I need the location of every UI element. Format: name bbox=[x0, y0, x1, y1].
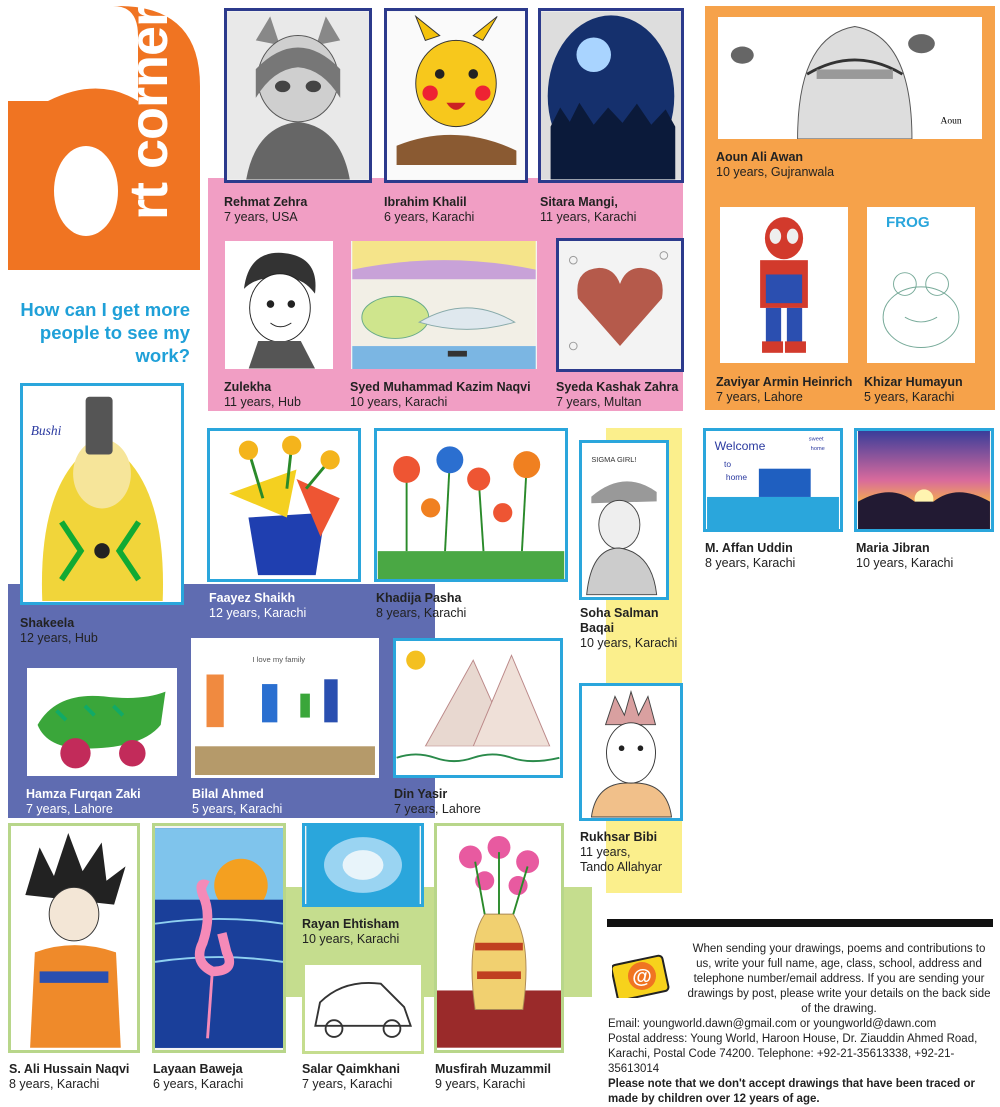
info-paragraph: When sending your drawings, poems and contributions to us, write your full name, age, class, school, address and telephone number/email address. If you are sending your drawings by post, please write your details on the back side of the drawing. bbox=[687, 943, 991, 1015]
caption-shakeela: Shakeela 12 years, Hub bbox=[20, 616, 98, 645]
affan-home: home bbox=[725, 472, 748, 482]
caption-affan-uddin: M. Affan Uddin 8 years, Karachi bbox=[705, 541, 796, 570]
artwork-kazim-naqvi bbox=[348, 238, 540, 372]
caption-salar-qaimkhani: Salar Qaimkhani 7 years, Karachi bbox=[302, 1062, 400, 1091]
caption-khizar-humayun: Khizar Humayun 5 years, Karachi bbox=[864, 375, 963, 404]
caption-sitara-mangi: Sitara Mangi, 11 years, Karachi bbox=[540, 195, 637, 224]
artwork-faayez-shaikh bbox=[207, 428, 361, 582]
caption-faayez-shaikh: Faayez Shaikh 12 years, Karachi bbox=[209, 591, 307, 620]
affan-home2: home bbox=[810, 445, 825, 452]
question-heading: How can I get more people to see my work? bbox=[20, 299, 190, 366]
affan-sweet: sweet bbox=[808, 436, 824, 443]
caption-musfirah-muzammil: Musfirah Muzammil 9 years, Karachi bbox=[435, 1062, 551, 1091]
aoun-signature: Aoun bbox=[940, 116, 962, 127]
info-notice: Please note that we don't accept drawings that have been traced or made by children over 12 years of age. bbox=[608, 1078, 975, 1105]
caption-din-yasir: Din Yasir 7 years, Lahore bbox=[394, 787, 481, 816]
caption-soha-baqai: Soha Salman Baqai 10 years, Karachi bbox=[580, 606, 678, 650]
artwork-layaan-baweja bbox=[152, 823, 286, 1053]
info-postal: Postal address: Young World, Haroon House, Dr. Ziauddin Ahmed Road, Karachi, Postal Code 74200. Telephone: +92-21-35613338, +92-21-35613014 bbox=[608, 1033, 978, 1075]
artwork-ibrahim-khalil bbox=[384, 8, 528, 183]
caption-rukhsar-bibi: Rukhsar Bibi 11 years, Tando Allahyar bbox=[580, 830, 663, 874]
artwork-sitara-mangi bbox=[538, 8, 684, 183]
artwork-din-yasir bbox=[393, 638, 563, 778]
shakeela-signature: Bushi bbox=[30, 423, 62, 439]
artwork-kashak-zahra bbox=[556, 238, 684, 372]
caption-khadija-pasha: Khadija Pasha 8 years, Karachi bbox=[376, 591, 467, 620]
caption-maria-jibran: Maria Jibran 10 years, Karachi bbox=[856, 541, 954, 570]
caption-ibrahim-khalil: Ibrahim Khalil 6 years, Karachi bbox=[384, 195, 475, 224]
artwork-affan-uddin bbox=[703, 428, 843, 532]
submission-info bbox=[608, 942, 992, 1107]
caption-zaviyar-heinrich: Zaviyar Armin Heinrich 7 years, Lahore bbox=[716, 375, 853, 404]
at-symbol: @ bbox=[632, 966, 652, 988]
artwork-salar-qaimkhani bbox=[302, 962, 424, 1054]
bilal-text: I love my family bbox=[252, 655, 306, 665]
artwork-ali-hussain-naqvi bbox=[8, 823, 140, 1053]
khizar-word: FROG bbox=[885, 214, 930, 232]
artwork-aoun-ali-awan bbox=[715, 14, 985, 142]
caption-kazim-naqvi: Syed Muhammad Kazim Naqvi 10 years, Karachi bbox=[350, 380, 531, 409]
artwork-shakeela bbox=[20, 383, 184, 605]
caption-layaan-baweja: Layaan Baweja 6 years, Karachi bbox=[153, 1062, 244, 1091]
artwork-zaviyar-heinrich bbox=[717, 204, 851, 366]
affan-to: to bbox=[724, 458, 732, 469]
artwork-bilal-ahmed bbox=[191, 638, 379, 778]
artwork-rukhsar-bibi bbox=[579, 683, 683, 821]
artwork-soha-baqai bbox=[579, 440, 669, 600]
caption-ali-hussain-naqvi: S. Ali Hussain Naqvi 8 years, Karachi bbox=[9, 1062, 130, 1091]
caption-zulekha: Zulekha 11 years, Hub bbox=[224, 380, 301, 409]
caption-kashak-zahra: Syeda Kashak Zahra 7 years, Multan bbox=[556, 380, 679, 409]
caption-hamza-zaki: Hamza Furqan Zaki 7 years, Lahore bbox=[26, 787, 141, 816]
artwork-musfirah-muzammil bbox=[434, 823, 564, 1053]
artwork-hamza-zaki bbox=[24, 665, 180, 779]
info-email: Email: youngworld.dawn@gmail.com or youngworld@dawn.com bbox=[608, 1018, 937, 1030]
caption-rayan-ehtisham: Rayan Ehtisham 10 years, Karachi bbox=[302, 917, 400, 946]
caption-rehmat-zehra: Rehmat Zehra 7 years, USA bbox=[224, 195, 308, 224]
caption-aoun-ali-awan: Aoun Ali Awan 10 years, Gujranwala bbox=[716, 150, 835, 179]
artwork-rehmat-zehra bbox=[224, 8, 372, 183]
caption-bilal-ahmed: Bilal Ahmed 5 years, Karachi bbox=[192, 787, 283, 816]
info-divider bbox=[607, 919, 993, 927]
artwork-maria-jibran bbox=[854, 428, 994, 532]
affan-welcome: Welcome bbox=[714, 438, 766, 453]
artwork-zulekha bbox=[222, 238, 336, 372]
artwork-rayan-ehtisham bbox=[302, 823, 424, 907]
artwork-khadija-pasha bbox=[374, 428, 568, 582]
soha-word: SIGMA GIRL! bbox=[591, 455, 637, 465]
artwork-khizar-humayun bbox=[864, 204, 978, 366]
art-corner-title: rt corner bbox=[119, 6, 179, 220]
